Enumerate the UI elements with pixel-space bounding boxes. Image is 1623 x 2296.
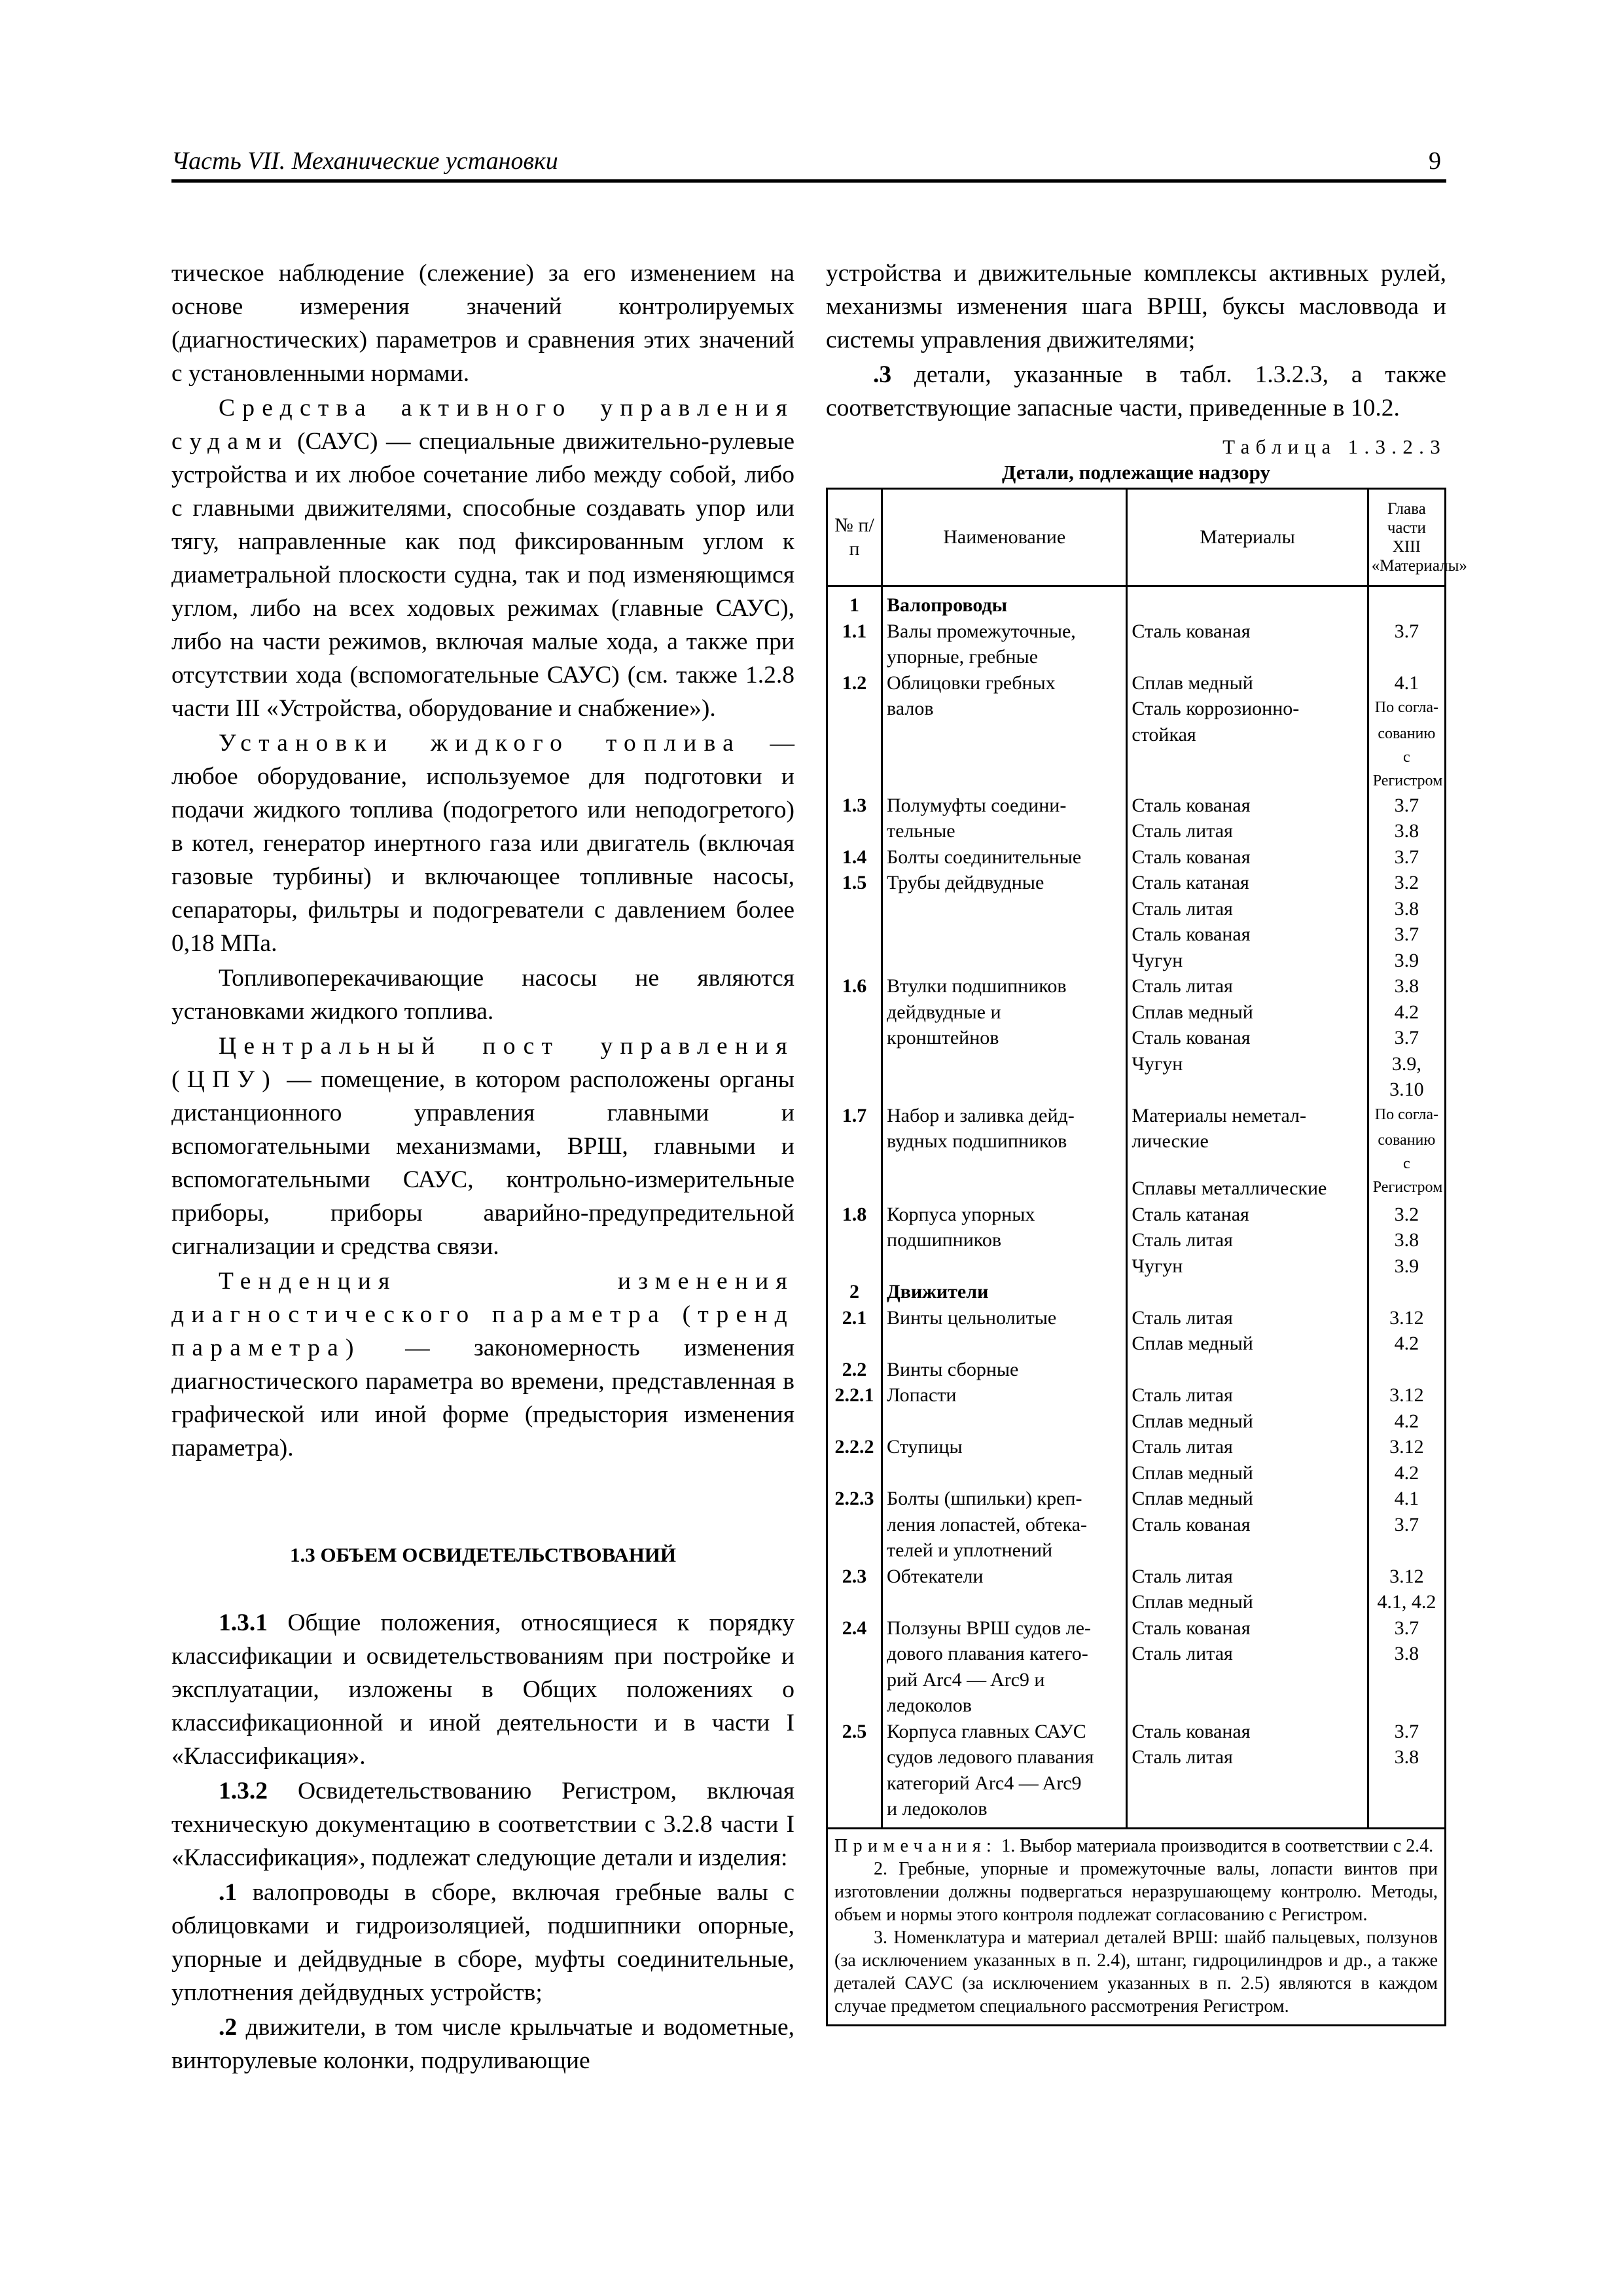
cell-number [828, 1460, 882, 1486]
cell-chapter: 3.7 [1394, 1617, 1419, 1639]
cell-number: 1 [828, 586, 882, 619]
cell-number [828, 1770, 882, 1797]
cell-material: Сплав медный [1127, 1460, 1368, 1486]
table-row [828, 1051, 1444, 1103]
table-row [828, 1641, 1444, 1667]
column-header-chapter: Глава части XIII «Материалы» [1368, 490, 1444, 586]
table-row [828, 793, 1444, 819]
cell-chapter [1368, 1279, 1444, 1305]
definition-text: — закономерность изменения диагностического параметра во времени, представленная в графической или иной форме (предыстория изменения параметра). [171, 1335, 794, 1462]
cell-name: Ползуны ВРШ судов ле- [882, 1615, 1127, 1641]
cell-chapter: 3.12 [1389, 1565, 1424, 1587]
paragraph: устройства и движительные комплексы активных рулей, механизмы изменения шага ВРШ, буксы масловвода и системы управления движителями; [826, 260, 1446, 353]
cell-material: Сталь коррозионно- [1127, 696, 1368, 722]
definition-paragraph [171, 391, 794, 725]
table-row [828, 1103, 1444, 1129]
table-row [828, 769, 1444, 793]
cell-number [828, 644, 882, 670]
cell-chapter: 3.12 [1389, 1436, 1424, 1458]
list-item-number: .3 [873, 361, 892, 388]
cell-number: 2.2.1 [828, 1382, 882, 1408]
cell-number: 2.1 [828, 1305, 882, 1331]
cell-name: категорий Arc4 — Arc9 [882, 1770, 1127, 1797]
table-row [828, 1770, 1444, 1797]
cell-number [828, 1641, 882, 1667]
cell-name: рий Arc4 — Arc9 и [882, 1667, 1127, 1693]
cell-name [882, 1175, 1127, 1202]
cell-name [882, 769, 1127, 793]
cell-number: 1.4 [828, 844, 882, 870]
cell-chapter: 3.9, 3.10 [1389, 1052, 1424, 1100]
cell-number [828, 1744, 882, 1770]
page-number: 9 [1429, 147, 1441, 175]
cell-material [1127, 1279, 1368, 1305]
cell-number [828, 1667, 882, 1693]
cell-chapter [1368, 1667, 1444, 1693]
cell-material: Сплав медный [1127, 1486, 1368, 1512]
cell-material: Материалы неметал- [1127, 1103, 1368, 1129]
cell-name: Полумуфты соедини- [882, 793, 1127, 819]
cell-name: Валы промежуточные, [882, 619, 1127, 645]
table-row [828, 818, 1444, 844]
cell-chapter: 3.12 [1389, 1384, 1424, 1406]
cell-chapter: 3.2 [1394, 872, 1419, 893]
cell-chapter: 4.2 [1394, 1462, 1419, 1484]
cell-number: 2.3 [828, 1564, 882, 1590]
cell-number [828, 722, 882, 769]
cell-name: Лопасти [882, 1382, 1127, 1408]
cell-material: Сталь кованая [1127, 793, 1368, 819]
cell-chapter: 3.7 [1394, 1720, 1419, 1742]
cell-number: 1.7 [828, 1103, 882, 1129]
cell-number [828, 1175, 882, 1202]
definition-text: — любое оборудование, используемое для подготовки и подачи жидкого топлива (подогретого или неподогретого) в котел, генератор инертного газа или двигатель (включая газовые турбины) и включающее топливные насосы, сепараторы, фильтры и подогреватели с давлением более 0,18 МПа. [171, 730, 794, 957]
cell-chapter [1368, 1693, 1444, 1719]
cell-material [1127, 1357, 1368, 1383]
cell-number: 1.5 [828, 870, 882, 896]
cell-material: Сплав медный [1127, 1331, 1368, 1357]
list-item-number: .2 [219, 2014, 238, 2041]
cell-chapter: 3.7 [1394, 620, 1419, 642]
cell-chapter: 3.7 [1394, 1513, 1419, 1535]
list-item [171, 1876, 794, 2009]
cell-material [1127, 1667, 1368, 1693]
table-row [828, 1357, 1444, 1383]
clause-number: 1.3.1 [219, 1609, 268, 1636]
cell-material: Чугун [1127, 1051, 1368, 1103]
cell-name [882, 922, 1127, 948]
cell-material: Сталь литая [1127, 1744, 1368, 1770]
cell-number: 1.1 [828, 619, 882, 645]
cell-chapter: 3.2 [1394, 1203, 1419, 1225]
cell-material: Сталь катаная [1127, 870, 1368, 896]
cell-name: Болты (шпильки) креп- [882, 1486, 1127, 1512]
cell-name: Винты сборные [882, 1357, 1127, 1383]
cell-material [1127, 586, 1368, 619]
cell-chapter: 3.12 [1389, 1306, 1424, 1329]
cell-number: 2.2 [828, 1357, 882, 1383]
cell-name: вудных подшипников [882, 1128, 1127, 1175]
cell-chapter: По согла- [1374, 1105, 1438, 1123]
cell-material: лические [1127, 1128, 1368, 1175]
cell-name: дейдвудные и [882, 999, 1127, 1026]
table-row [828, 1128, 1444, 1175]
cell-name: Набор и заливка дейд- [882, 1103, 1127, 1129]
table-row [828, 1512, 1444, 1538]
cell-material [1127, 1693, 1368, 1719]
list-item [826, 358, 1446, 425]
cell-name: Корпуса упорных [882, 1202, 1127, 1228]
cell-chapter: 3.8 [1394, 1746, 1419, 1768]
clause-paragraph [171, 1606, 794, 1773]
cell-name [882, 1408, 1127, 1435]
cell-number: 2.2.2 [828, 1434, 882, 1460]
cell-name: кронштейнов [882, 1025, 1127, 1051]
table-row [828, 1615, 1444, 1641]
cell-material: Сталь катаная [1127, 1202, 1368, 1228]
cell-material: Сплав медный [1127, 670, 1368, 696]
cell-number [828, 1408, 882, 1435]
cell-name [882, 896, 1127, 922]
section-heading: 1.3 ОБЪЕМ ОСВИДЕТЕЛЬСТВОВАНИЙ [289, 1543, 677, 1566]
cell-name: судов ледового плавания [882, 1744, 1127, 1770]
cell-number [828, 922, 882, 948]
cell-number [828, 999, 882, 1026]
definition-paragraph [171, 726, 794, 960]
cell-number [828, 1128, 882, 1175]
cell-material: Сталь литая [1127, 818, 1368, 844]
cell-name [882, 1331, 1127, 1357]
table-caption [826, 434, 1446, 460]
list-item-text: движители, в том числе крыльчатые и водометные, винторулевые колонки, подруливающие [171, 2014, 794, 2074]
right-column [826, 257, 1467, 2026]
definition-text: (САУС) — специальные движительно-рулевые устройства и их любое сочетание либо между собой, либо с главными движителями, способные создавать упор или тягу, направленные как под фиксированным углом к диаметральной плоскости судна, так и под изменяющимся углом, либо на всех ходовых режимах (главные САУС), либо на части режимов, включая малые хода, а также при отсутствии хода (вспомогательные САУС) (см. также 1.2.8 части III «Устройства, оборудование и снабжение»). [171, 428, 794, 722]
table-row [828, 1331, 1444, 1357]
cell-name: Облицовки гребных [882, 670, 1127, 696]
column-header-no: № п/п [828, 490, 882, 586]
cell-name [882, 948, 1127, 974]
parts-table [828, 490, 1467, 1827]
cell-material: Сталь литая [1127, 973, 1368, 999]
cell-name: Валопроводы [882, 586, 1127, 619]
cell-material: Сталь литая [1127, 1227, 1368, 1253]
cell-material: Сталь кованая [1127, 922, 1368, 948]
cell-number [828, 1051, 882, 1103]
cell-material: Сталь литая [1127, 1305, 1368, 1331]
left-column [171, 257, 794, 2079]
cell-material: Сталь литая [1127, 1564, 1368, 1590]
cell-name [882, 1253, 1127, 1280]
defined-term: Тенденция изменения диагностического параметра (тренд параметра) [171, 1268, 794, 1361]
cell-name: Обтекатели [882, 1564, 1127, 1590]
table-row [828, 844, 1444, 870]
cell-number [828, 948, 882, 974]
cell-material: Сплавы металлические [1127, 1175, 1368, 1202]
cell-material [1127, 1770, 1368, 1797]
cell-name: валов [882, 696, 1127, 722]
cell-material: Сталь кованая [1127, 1512, 1368, 1538]
cell-number [828, 1589, 882, 1615]
table-row [828, 1537, 1444, 1564]
table-row [828, 1253, 1444, 1280]
table-caption-text: Таблица 1.3.2.3 [1222, 435, 1446, 458]
cell-material [1127, 1537, 1368, 1564]
cell-material: Сплав медный [1127, 999, 1368, 1026]
cell-name [882, 1051, 1127, 1103]
table-row [828, 619, 1444, 645]
cell-name: Втулки подшипников [882, 973, 1127, 999]
definition-paragraph [171, 1030, 794, 1263]
table-row [828, 670, 1444, 696]
table-row [828, 1719, 1444, 1745]
cell-chapter: 4.1 [1394, 672, 1419, 694]
cell-chapter [1368, 1770, 1444, 1797]
cell-number [828, 1331, 882, 1357]
cell-number [828, 818, 882, 844]
cell-chapter [1368, 1537, 1444, 1564]
cell-material: Сталь литая [1127, 1641, 1368, 1667]
table-row [828, 896, 1444, 922]
cell-chapter: 3.8 [1394, 1643, 1419, 1664]
cell-material: Чугун [1127, 1253, 1368, 1280]
table-row [828, 948, 1444, 974]
table-row [828, 1305, 1444, 1331]
note-1 [834, 1835, 1438, 1857]
cell-material: Сталь литая [1127, 896, 1368, 922]
table-row [828, 1227, 1444, 1253]
cell-number: 2 [828, 1279, 882, 1305]
cell-material [1127, 644, 1368, 670]
table-row [828, 1667, 1444, 1693]
table-row [828, 870, 1444, 896]
cell-number: 1.2 [828, 670, 882, 696]
table-row [828, 586, 1444, 619]
cell-material: Сплав медный [1127, 1408, 1368, 1435]
cell-number: 1.8 [828, 1202, 882, 1228]
clause-number: 1.3.2 [219, 1778, 268, 1804]
table-title: Детали, подлежащие надзору [1002, 461, 1270, 484]
table-row [828, 1589, 1444, 1615]
parts-table-frame [826, 488, 1467, 2026]
notes-label: Примечания: [834, 1835, 997, 1856]
cell-chapter [1368, 1796, 1444, 1827]
cell-name: телей и уплотнений [882, 1537, 1127, 1564]
list-item-text: валопроводы в сборе, включая гребные валы с облицовками и гидроизоляцией, подшипники опорные, упорные и дейдвудные в сборе, муфты соединительные, уплотнения дейдвудных устройств; [171, 1879, 794, 2006]
cell-name: дового плавания катего- [882, 1641, 1127, 1667]
table-row [828, 1486, 1444, 1512]
cell-name [882, 722, 1127, 769]
cell-material: Сплав медный [1127, 1589, 1368, 1615]
cell-name: Корпуса главных САУС [882, 1719, 1127, 1745]
cell-name: Винты цельнолитые [882, 1305, 1127, 1331]
cell-number: 2.4 [828, 1615, 882, 1641]
cell-material: стойкая [1127, 722, 1368, 769]
table-row [828, 973, 1444, 999]
table-row [828, 1175, 1444, 1202]
table-row [828, 922, 1444, 948]
cell-chapter: 3.9 [1394, 1255, 1419, 1277]
cell-number: 2.2.3 [828, 1486, 882, 1512]
cell-chapter: 3.7 [1394, 846, 1419, 868]
cell-name: ления лопастей, обтека- [882, 1512, 1127, 1538]
cell-chapter: 3.8 [1394, 1229, 1419, 1251]
cell-number [828, 1796, 882, 1827]
cell-name: тельные [882, 818, 1127, 844]
note-text: 1. Выбор материала производится в соответствии с 2.4. [997, 1835, 1434, 1856]
table-row [828, 696, 1444, 722]
column-header-name: Наименование [882, 490, 1127, 586]
table-row [828, 1564, 1444, 1590]
list-item-number: .1 [219, 1879, 238, 1906]
cell-chapter: 3.8 [1394, 897, 1419, 920]
cell-name [882, 1589, 1127, 1615]
cell-number: 1.6 [828, 973, 882, 999]
cell-chapter: сованию с [1378, 725, 1436, 766]
cell-chapter: 4.1 [1394, 1488, 1419, 1509]
cell-number [828, 1537, 882, 1564]
cell-name: Движители [882, 1279, 1127, 1305]
page-header [171, 143, 1446, 183]
table-header-row [828, 490, 1444, 586]
table-row [828, 1202, 1444, 1228]
cell-name: и ледоколов [882, 1796, 1127, 1827]
cell-chapter: 4.2 [1394, 1333, 1419, 1354]
cell-material: Сталь кованая [1127, 619, 1368, 645]
clause-text: Освидетельствованию Регистром, включая техническую документацию в соответствии с 3.2.8 части I «Классификация», подлежат следующие детали и изделия: [171, 1778, 794, 1871]
cell-number [828, 1693, 882, 1719]
cell-material [1127, 769, 1368, 793]
cell-chapter: Регистром [1372, 772, 1443, 789]
cell-number [828, 1253, 882, 1280]
table-row [828, 1460, 1444, 1486]
cell-chapter: 3.8 [1394, 975, 1419, 997]
cell-material: Сталь кованая [1127, 1719, 1368, 1745]
paragraph: тическое наблюдение (слежение) за его изменением на основе измерения значений контролируемых (диагностических) параметров и сравнения этих значений с установленными нормами. [171, 260, 794, 387]
cell-number [828, 1512, 882, 1538]
cell-number [828, 1227, 882, 1253]
table-row [828, 644, 1444, 670]
cell-chapter: 3.9 [1394, 949, 1419, 971]
clause-text: Общие положения, относящиеся к порядку классификации и освидетельствованиям при постройке и эксплуатации, изложены в Общих положениях о классификационной и иной деятельности и в части I «Классификация». [171, 1609, 794, 1770]
table-row [828, 722, 1444, 769]
table-row [828, 1382, 1444, 1408]
cell-chapter: 4.1, 4.2 [1377, 1591, 1436, 1613]
cell-chapter: Регистром [1372, 1179, 1443, 1196]
table-row [828, 1025, 1444, 1051]
cell-chapter [1368, 586, 1444, 619]
table-row [828, 1434, 1444, 1460]
cell-chapter: 4.2 [1394, 1410, 1419, 1432]
table-row [828, 1693, 1444, 1719]
note-2: 2. Гребные, упорные и промежуточные валы, лопасти винтов при изготовлении должны подвергаться неразрушающему контролю. Методы, объем и нормы этого контроля подлежат согласованию с Регистром. [834, 1858, 1438, 1925]
defined-term: Установки жидкого топлива [219, 730, 741, 757]
cell-chapter: 3.7 [1394, 794, 1419, 816]
cell-chapter: 4.2 [1394, 1001, 1419, 1023]
cell-number: 2.5 [828, 1719, 882, 1745]
cell-material: Сталь кованая [1127, 844, 1368, 870]
table-row [828, 999, 1444, 1026]
note-3: 3. Номенклатура и материал деталей ВРШ: шайб пальцевых, ползунов (за исключением указанных в п. 2.4), штанг, гидроцилиндров и др., а также деталей САУС (за исключением указанных в п. 2.5) являются в каждом случае предметом специального рассмотрения Регистром. [834, 1927, 1438, 2017]
cell-chapter: По согла- [1374, 699, 1438, 716]
cell-name: Трубы дейдвудные [882, 870, 1127, 896]
cell-name: ледоколов [882, 1693, 1127, 1719]
cell-chapter: 3.8 [1394, 820, 1419, 842]
running-title: Часть VII. Механические установки [171, 147, 558, 175]
cell-material: Сталь литая [1127, 1382, 1368, 1408]
defined-term: Средства активного управления судами [171, 395, 794, 455]
table-body [828, 586, 1444, 1827]
cell-name [882, 1460, 1127, 1486]
cell-number [828, 896, 882, 922]
cell-number [828, 696, 882, 722]
list-item [171, 2011, 794, 2077]
cell-name: упорные, гребные [882, 644, 1127, 670]
cell-name: подшипников [882, 1227, 1127, 1253]
cell-chapter: сованию с [1378, 1132, 1436, 1172]
cell-number [828, 1025, 882, 1051]
cell-chapter [1368, 1357, 1444, 1383]
table-row [828, 1744, 1444, 1770]
cell-chapter [1368, 644, 1444, 670]
definition-text: — помещение, в котором расположены органы дистанционного управления главными и вспомогательными механизмами, ВРШ, главными и вспомогательными САУС, контрольно-измерительные приборы, приборы аварийно-предупредительной сигнализации и средства связи. [171, 1066, 794, 1260]
cell-material: Сталь литая [1127, 1434, 1368, 1460]
cell-material: Чугун [1127, 948, 1368, 974]
defined-term: Центральный пост управления (ЦПУ) [171, 1033, 794, 1093]
cell-name: Ступицы [882, 1434, 1127, 1460]
table-notes [828, 1827, 1444, 2024]
column-header-materials: Материалы [1127, 490, 1368, 586]
table-row [828, 1279, 1444, 1305]
clause-paragraph [171, 1774, 794, 1874]
paragraph: Топливоперекачивающие насосы не являются установками жидкого топлива. [171, 965, 794, 1025]
cell-number: 1.3 [828, 793, 882, 819]
definition-paragraph [171, 1265, 794, 1465]
cell-material: Сталь кованая [1127, 1615, 1368, 1641]
cell-chapter: 3.7 [1394, 924, 1419, 945]
table-row [828, 1796, 1444, 1827]
list-item-text: детали, указанные в табл. 1.3.2.3, а также соответствующие запасные части, приведенные в 10.2. [826, 361, 1446, 422]
cell-chapter: 3.7 [1394, 1027, 1419, 1049]
table-row [828, 1408, 1444, 1435]
cell-material: Сталь кованая [1127, 1025, 1368, 1051]
cell-name: Болты соединительные [882, 844, 1127, 870]
cell-number [828, 769, 882, 793]
cell-material [1127, 1796, 1368, 1827]
